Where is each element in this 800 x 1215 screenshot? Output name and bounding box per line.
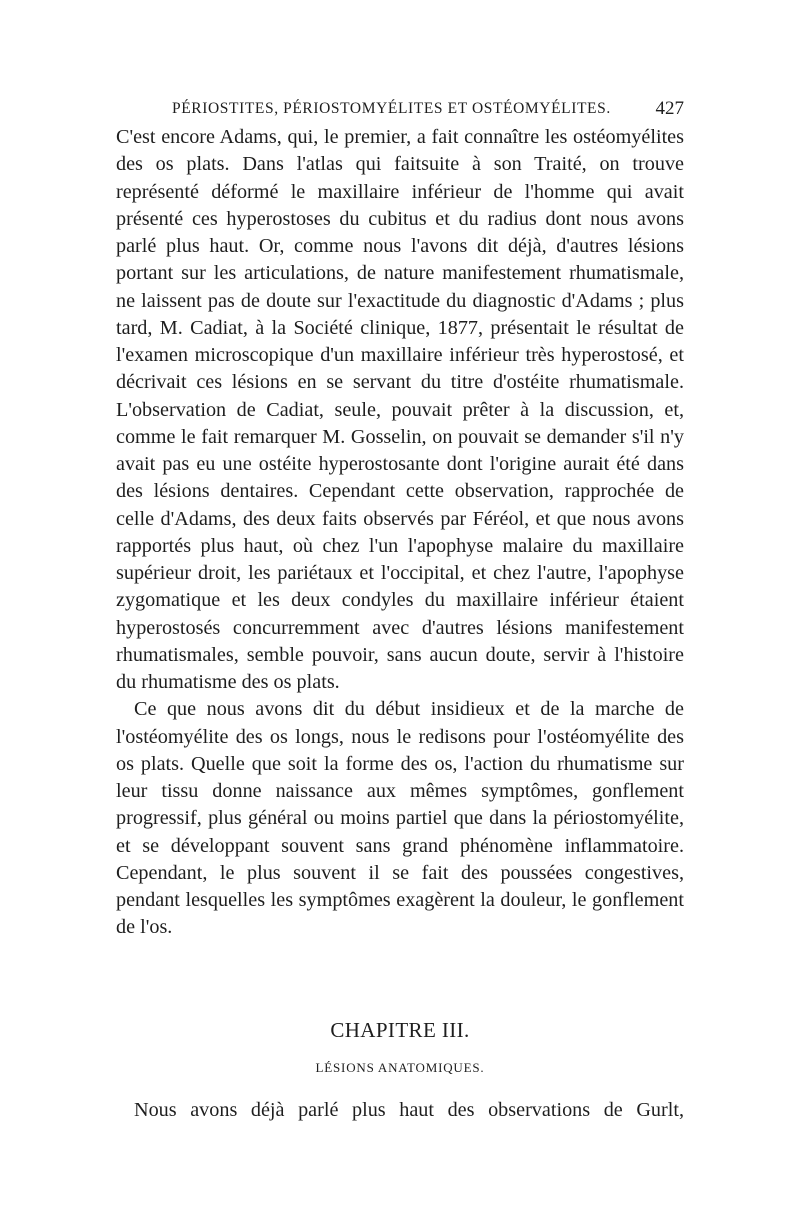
running-head-title: PÉRIOSTITES, PÉRIOSTOMYÉLITES ET OSTÉOMYÉLITES.: [172, 100, 611, 117]
page-number: 427: [655, 98, 684, 119]
chapter-title: CHAPITRE III.: [330, 1018, 470, 1042]
body-text: [116, 124, 684, 942]
running-head: [172, 98, 684, 124]
paragraph-os-plats: Ce que nous avons dit du début insidieux et de la marche de l'ostéomyélite des os longs, nous le redisons pour l'ostéomyélite des os plats. Quelle que soit la forme des os, l'action du rhumatisme sur leur tissu donne naissance aux mêmes symptômes, gonflement progressif, plus général ou moins partiel que dans la périostomyélite, et se développant souvent sans grand phénomène inflammatoire. Cependant, le plus souvent il se fait des poussées congestives, pendant lesquelles les symptômes exagèrent la douleur, le gonflement de l'os.: [116, 698, 684, 939]
paragraph-lesions-start: Nous avons déjà parlé plus haut des observations de Gurlt,: [134, 1099, 684, 1121]
chapter-subtitle: LÉSIONS ANATOMIQUES.: [315, 1060, 485, 1075]
paragraph-adams: C'est encore Adams, qui, le premier, a fait connaître les ostéomyélites des os plats. Dans l'atlas qui faitsuite à son Traité, on trouve représenté déformé le maxillaire inférieur de l'homme qui avait présenté ces hyperostoses du cubitus et du radius dont nous avons parlé plus haut. Or, comme nous l'avons dit déjà, d'autres lésions portant sur les articulations, de nature manifestement rhumatismale, ne laissent pas de doute sur l'exactitude du diagnostic d'Adams ; plus tard, M. Cadiat, à la Société clinique, 1877, présentait le résultat de l'examen microscopique d'un maxillaire inférieur très hyperostosé, et décrivait ces lésions en se servant du titre d'ostéite rhumatismale. L'observation de Cadiat, seule, pouvait prêter à la discussion, et, comme le fait remarquer M. Gosselin, on pouvait se demander s'il n'y avait pas eu une ostéite hyperostosante dont l'origine aurait été dans des lésions dentaires. Cependant cette observation, rapprochée de celle d'Adams, des deux faits observés par Féréol, et que nous avons rapportés plus haut, où chez l'un l'apophyse malaire du maxillaire supérieur droit, les pariétaux et l'occipital, et chez l'autre, l'apophyse zygomatique et les deux condyles du maxillaire inférieur étaient hyperostosés concurremment avec d'autres lésions manifestement rhumatismales, semble pouvoir, sans aucun doute, servir à l'histoire du rhumatisme des os plats.: [116, 126, 684, 693]
